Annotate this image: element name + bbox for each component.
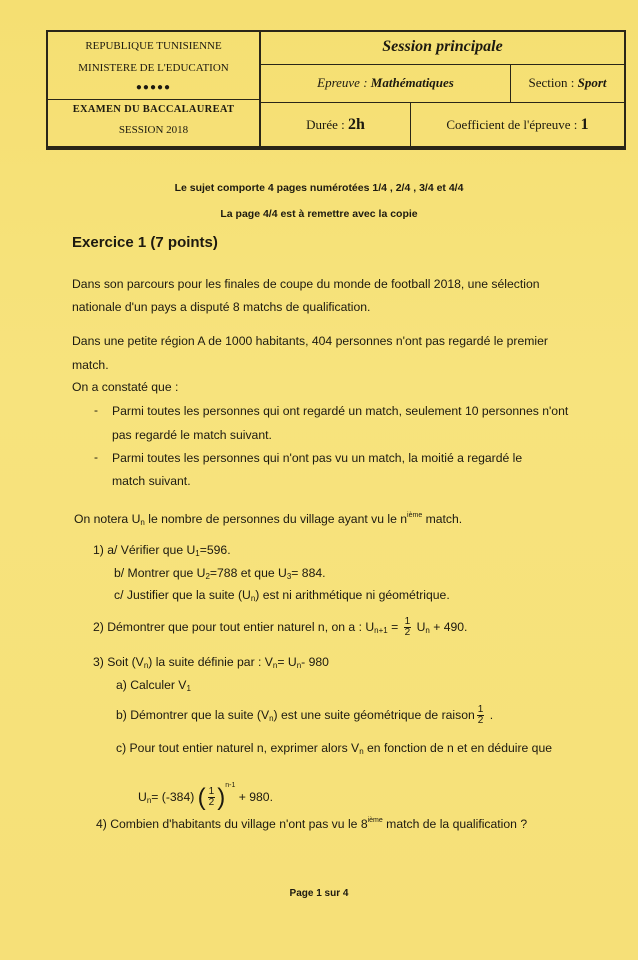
paragraph-3: On a constaté que :	[72, 380, 179, 394]
bullet-2-line-2: match suivant.	[112, 474, 191, 488]
formula-denominator: 2	[208, 797, 215, 809]
q1b-text-a: b/ Montrer que U	[114, 566, 206, 580]
exam-header-table	[46, 30, 626, 148]
coefficient-value: 1	[580, 116, 589, 133]
q3b-text-c: .	[486, 708, 494, 722]
coefficient-cell	[411, 103, 624, 146]
q1b-sub-1: 2	[205, 572, 210, 581]
formula-close-paren: )	[217, 783, 226, 811]
bullet-1-marker: -	[94, 403, 98, 417]
notation-text-b: le nombre de personnes du village ayant vu le n	[144, 512, 408, 526]
q3c-text-b: en fonction de n et en déduire que	[363, 741, 553, 755]
question-1a	[93, 542, 231, 562]
q3-sub-1: n	[143, 661, 149, 670]
page-number: Page 1 sur 4	[289, 888, 349, 899]
remettre-note: La page 4/4 est à remettre avec la copie	[220, 208, 418, 220]
header-right-block	[261, 32, 624, 146]
session-type: Session principale	[382, 38, 503, 55]
duree-label: Durée :	[306, 117, 348, 132]
pages-note: Le sujet comporte 4 pages numérotées 1/4 , 2/4 , 3/4 et 4/4	[174, 182, 464, 194]
header-divider	[48, 99, 259, 100]
q1b-text-b: =788 et que U	[209, 566, 287, 580]
q3b-text-a: b) Démontrer que la suite (V	[116, 708, 270, 722]
question-2	[93, 614, 467, 644]
q1c-sub: n	[250, 594, 256, 603]
formula-coefficient: = (-384)	[151, 790, 198, 804]
q3-text-b: ) la suite définie par : V	[148, 655, 273, 669]
question-1c	[114, 587, 450, 607]
q3c-sub: n	[359, 747, 364, 756]
bullet-1-line-1: Parmi toutes les personnes qui ont regardé un match, seulement 10 personnes n'ont	[112, 404, 569, 418]
q4-sup: ième	[367, 817, 383, 824]
q2-equals: =	[387, 620, 402, 634]
epreuve-cell	[261, 65, 511, 102]
bullet-2-line-1: Parmi toutes les personnes qui n'ont pas vu un match, la moitié a regardé le	[112, 451, 523, 465]
session-year-label: SESSION 2018	[118, 124, 189, 136]
q3b-numerator: 1	[477, 704, 484, 716]
section-label: Section :	[528, 75, 578, 90]
q3-text-d: - 980	[301, 655, 329, 669]
header-left-block	[48, 32, 261, 146]
q1c-text-a: c/ Justifier que la suite (U	[114, 588, 251, 602]
question-3a	[116, 677, 191, 697]
formula-u: U	[138, 790, 147, 804]
exam-label: EXAMEN DU BACCALAUREAT	[72, 104, 235, 115]
q2-text-a: 2) Démontrer que pour tout entier naturel n, on a : U	[93, 620, 375, 634]
q3b-denominator: 2	[477, 715, 484, 727]
header-bottom-rule	[46, 148, 626, 150]
session-type-row	[261, 32, 624, 65]
ministry-label: MINISTERE DE L'EDUCATION	[78, 62, 229, 74]
paragraph-1-line-2: nationale d'un pays a disputé 8 matchs de qualification.	[72, 300, 371, 314]
dots-decoration: ●●●●●	[135, 82, 172, 93]
q4-text-a: 4) Combien d'habitants du village n'ont pas vu le 8	[96, 817, 368, 831]
republic-label: REPUBLIQUE TUNISIENNE	[85, 40, 222, 52]
q1a-text: 1) a/ Vérifier que U	[93, 543, 196, 557]
formula-exponent: n-1	[225, 782, 236, 789]
q3b-sub: n	[269, 714, 274, 723]
question-1b	[114, 565, 326, 585]
formula-sub: n	[146, 796, 152, 805]
section-cell	[511, 65, 624, 102]
paragraph-2-line-2: match.	[72, 358, 109, 372]
notation-line	[74, 508, 462, 531]
q3b-text-b: ) est une suite géométrique de raison	[273, 708, 475, 722]
q3-sub-3: n	[296, 661, 302, 670]
question-3b	[116, 702, 493, 732]
q2-numerator: 1	[404, 616, 411, 628]
exercise-title: Exercice 1 (7 points)	[72, 234, 218, 251]
q2-fraction	[404, 617, 412, 638]
duree-value: 2h	[347, 116, 365, 133]
formula-open-paren: (	[197, 783, 206, 811]
q1b-sub-2: 3	[286, 572, 292, 581]
q1b-text-c: = 884.	[291, 566, 326, 580]
q1c-text-b: ) est ni arithmétique ni géométrique.	[255, 588, 450, 602]
q1a-sub: 1	[195, 549, 200, 558]
q2-sub-2: n	[425, 626, 430, 635]
q2-sub-1: n+1	[374, 626, 388, 635]
q4-text-b: match de la qualification ?	[382, 817, 528, 831]
paragraph-1-line-1: Dans son parcours pour les finales de coupe du monde de football 2018, une sélection	[72, 277, 540, 291]
q3c-text-a: c) Pour tout entier naturel n, exprimer alors V	[116, 741, 360, 755]
formula-un	[138, 768, 273, 819]
coefficient-label: Coefficient de l'épreuve :	[446, 117, 581, 132]
bullet-1-line-2: pas regardé le match suivant.	[112, 428, 272, 442]
q2-text-c: U	[413, 620, 426, 634]
q3-text-c: = U	[277, 655, 297, 669]
q3a-sub: 1	[186, 684, 191, 693]
epreuve-label: Epreuve :	[317, 75, 371, 90]
notation-text-a: On notera U	[74, 512, 141, 526]
epreuve-row	[261, 65, 624, 103]
q1a-value: =596.	[199, 543, 231, 557]
duree-cell	[261, 103, 411, 146]
duree-row	[261, 103, 624, 146]
formula-fraction	[208, 787, 216, 808]
q3-sub-2: n	[272, 661, 278, 670]
epreuve-value: Mathématiques	[370, 75, 454, 90]
q3b-fraction	[477, 705, 485, 726]
q2-denominator: 2	[404, 627, 411, 639]
q2-text-d: + 490.	[429, 620, 468, 634]
question-3c	[116, 740, 552, 760]
bullet-2-marker: -	[94, 450, 98, 464]
q3a-text: a) Calculer V	[116, 678, 187, 692]
question-3	[93, 654, 329, 674]
notation-sup: ième	[407, 512, 423, 519]
formula-text-c: + 980.	[235, 790, 273, 804]
formula-numerator: 1	[208, 786, 215, 798]
question-4	[96, 813, 527, 832]
section-value: Sport	[577, 75, 607, 90]
notation-text-c: match.	[422, 512, 463, 526]
notation-sub: n	[140, 518, 145, 527]
paragraph-2-line-1: Dans une petite région A de 1000 habitants, 404 personnes n'ont pas regardé le premier	[72, 334, 548, 348]
q3-text-a: 3) Soit (V	[93, 655, 144, 669]
